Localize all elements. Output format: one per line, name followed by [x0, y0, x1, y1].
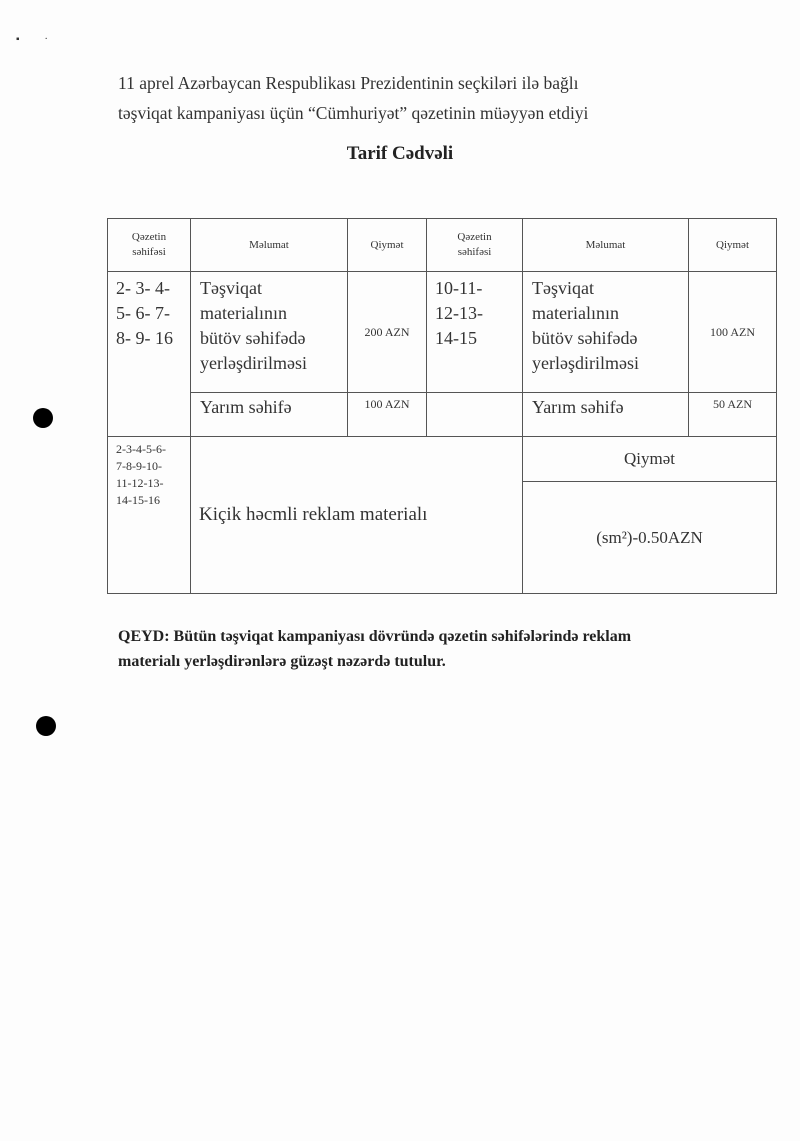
half-page-label-left: Yarım səhifə — [191, 393, 348, 437]
header-info-right: Məlumat — [523, 219, 689, 272]
note-line: QEYD: Bütün təşviqat kampaniyası dövründə qəzetin səhifələrində reklam — [118, 628, 632, 645]
full-page-desc-left: Təşviqat materialının bütöv səhifədə yerləşdirilməsi — [191, 272, 348, 393]
scan-specks: ▪ · — [16, 34, 48, 45]
punch-hole-top — [33, 408, 53, 428]
small-ads-description: Kiçik həcmli reklam materialı — [191, 437, 523, 594]
table-header-row — [108, 219, 777, 272]
pages-left-cell: 2- 3- 4- 5- 6- 7- 8- 9- 16 — [108, 272, 191, 437]
intro-text — [118, 68, 758, 128]
note-line: materialı yerləşdirənlərə güzəşt nəzərdə tutulur. — [118, 653, 446, 670]
header-page-left: Qəzetin səhifəsi — [108, 219, 191, 272]
header-price-right: Qiymət — [689, 219, 777, 272]
table-row-full-page — [108, 272, 777, 393]
page-title: Tarif Cədvəli — [346, 143, 454, 164]
table-row-half-page — [108, 393, 777, 437]
header-page-right: Qəzetin səhifəsi — [427, 219, 523, 272]
intro-line: 11 aprel Azərbaycan Respublikası Prezidentinin seçkiləri ilə bağlı — [118, 73, 579, 93]
small-ads-price-header: Qiymət — [523, 437, 777, 482]
half-page-label-right: Yarım səhifə — [523, 393, 689, 437]
small-ads-pages: 2-3-4-5-6- 7-8-9-10- 11-12-13- 14-15-16 — [108, 437, 191, 594]
full-page-desc-right: Təşviqat materialının bütöv səhifədə yerləşdirilməsi — [523, 272, 689, 393]
note-text — [118, 624, 758, 674]
intro-line: təşviqat kampaniyası üçün “Cümhuriyət” qəzetinin müəyyən etdiyi — [118, 103, 589, 123]
tariff-table — [107, 218, 777, 594]
punch-hole-bottom — [36, 716, 56, 736]
full-page-price-left: 200 AZN — [348, 272, 427, 393]
half-page-price-left: 100 AZN — [348, 393, 427, 437]
small-ads-price-value: (sm²)-0.50AZN — [523, 482, 777, 594]
pages-right-cell: 10-11- 12-13- 14-15 — [427, 272, 523, 393]
table-row-small-ads — [108, 437, 777, 482]
header-info-left: Məlumat — [191, 219, 348, 272]
full-page-price-right: 100 AZN — [689, 272, 777, 393]
header-price-left: Qiymət — [348, 219, 427, 272]
empty-cell — [427, 393, 523, 437]
half-page-price-right: 50 AZN — [689, 393, 777, 437]
